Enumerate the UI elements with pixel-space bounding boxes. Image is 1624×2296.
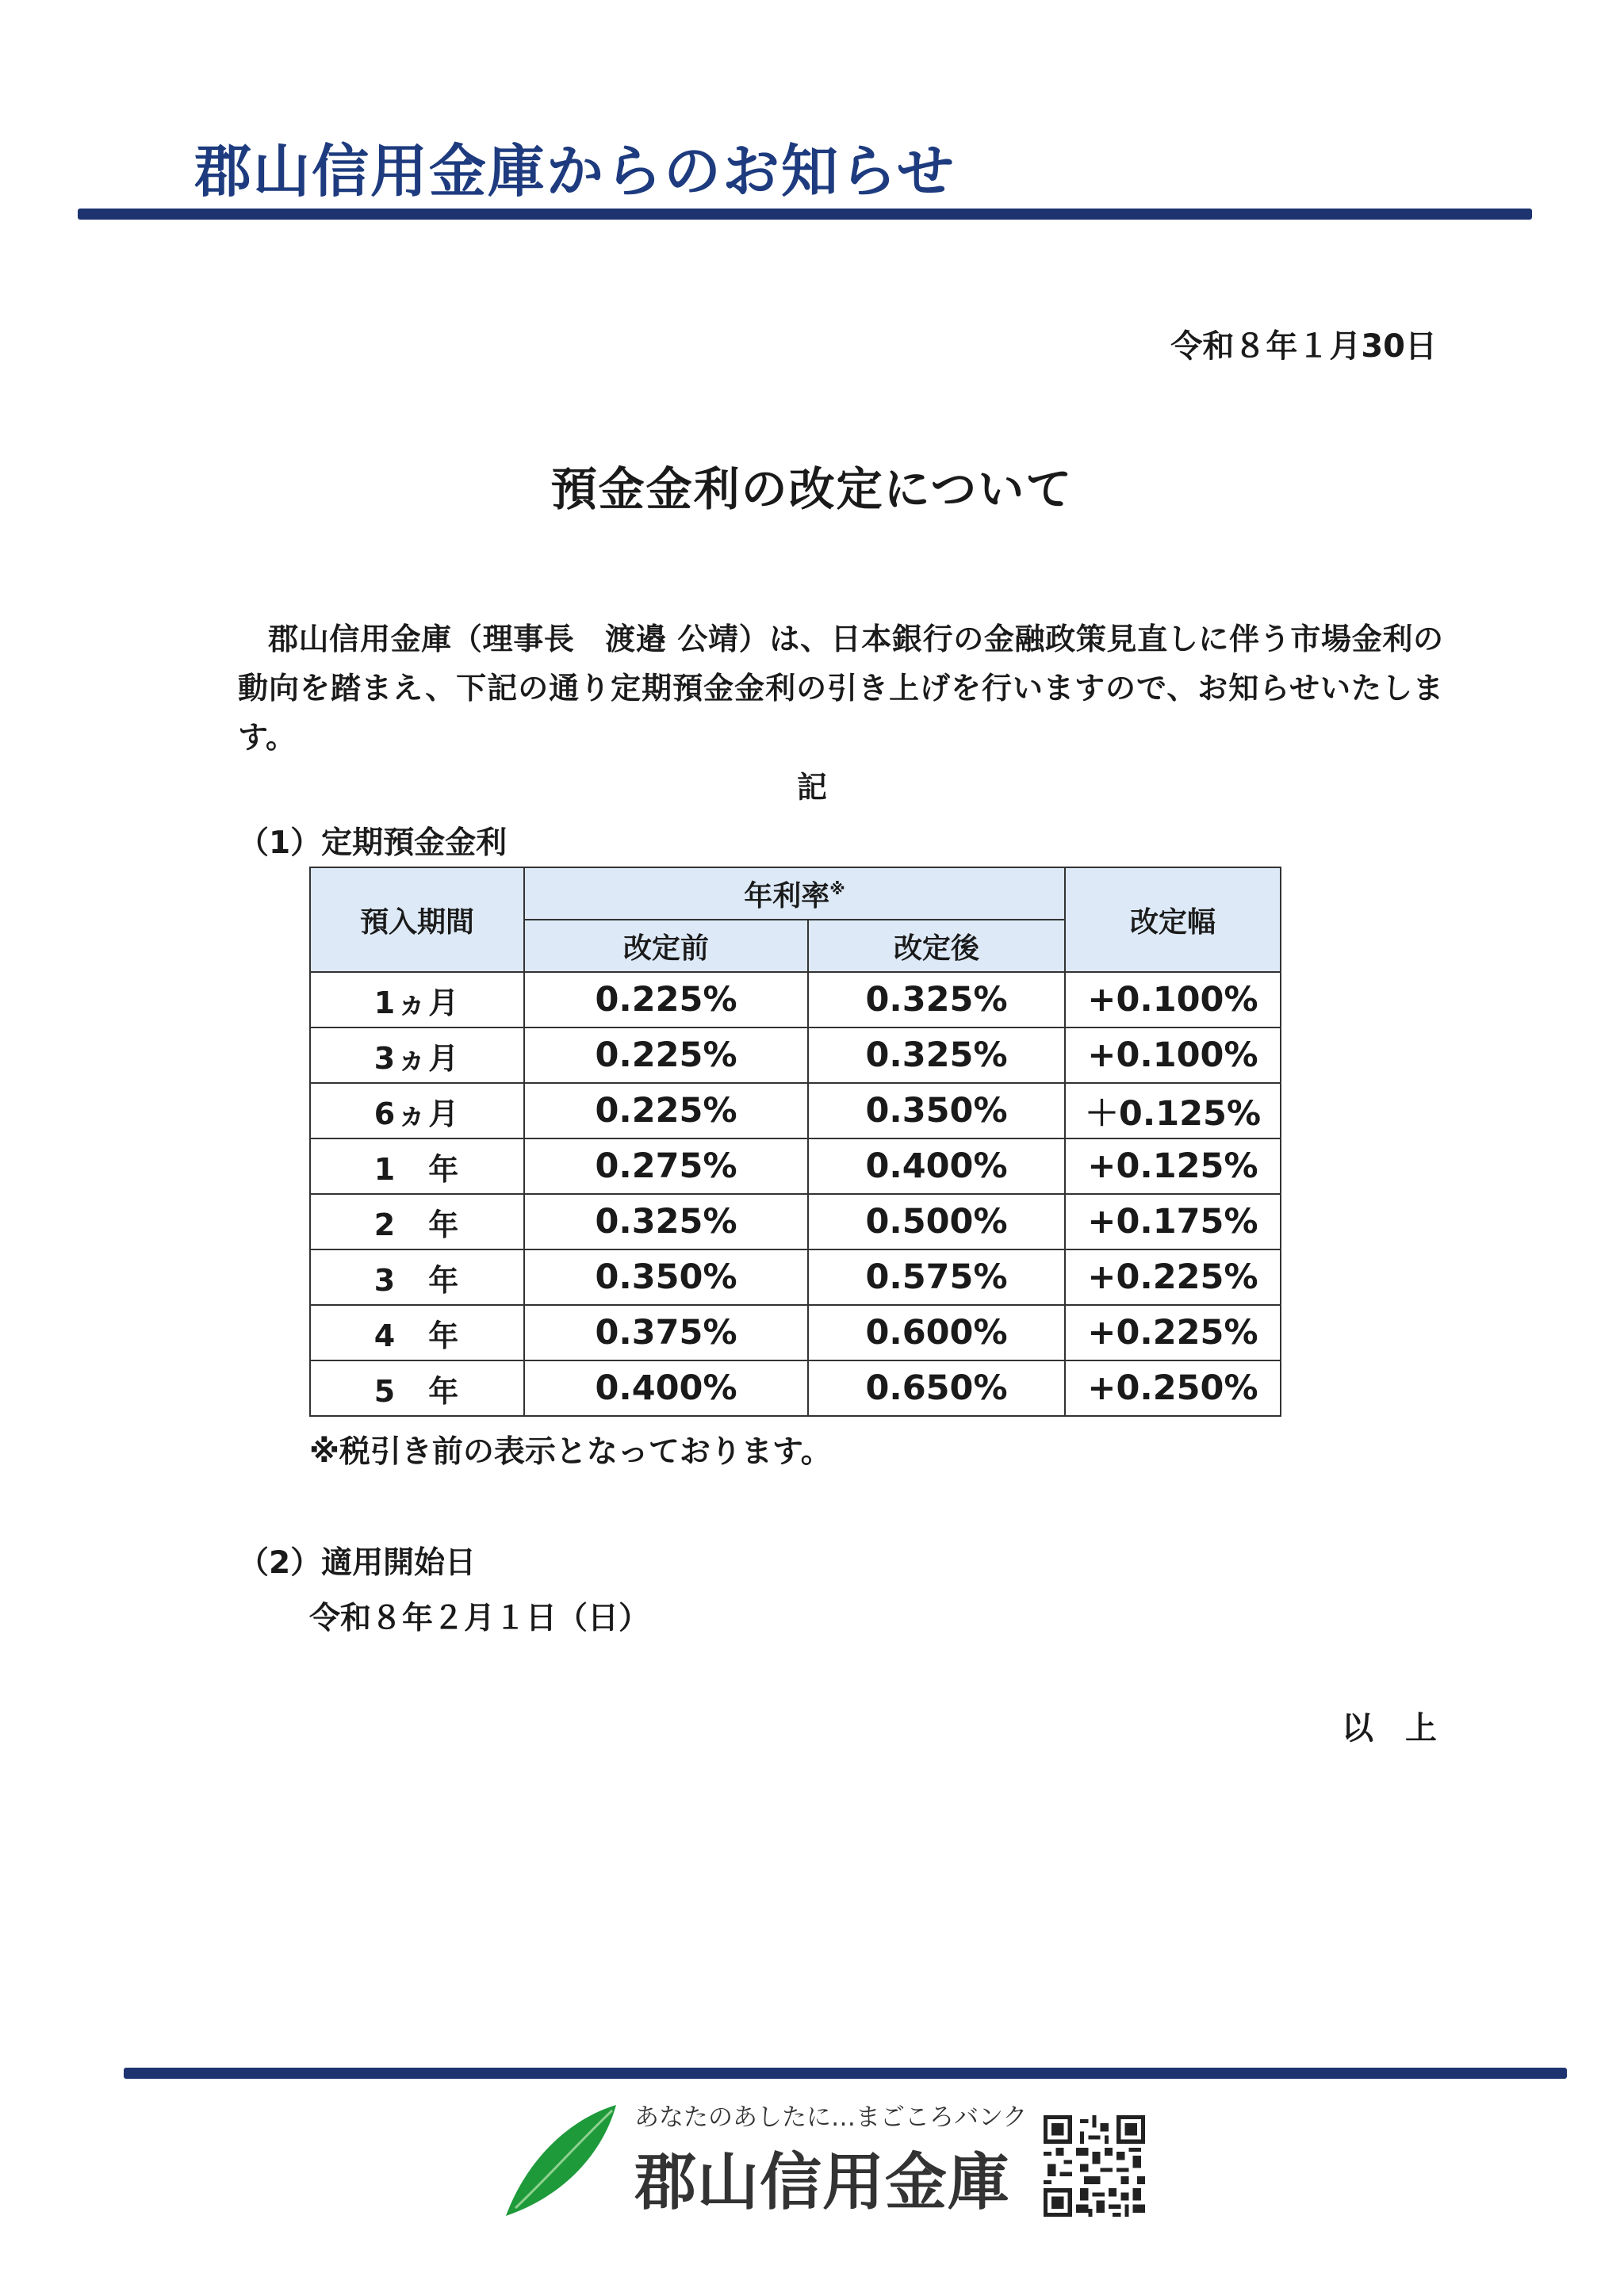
cell-change: +0.225% [1065, 1249, 1281, 1305]
cell-after: 0.575% [808, 1249, 1065, 1305]
header-rate: 年利率※ [524, 867, 1065, 920]
issue-date: 令和８年１月30日 [1170, 328, 1437, 365]
cell-before: 0.400% [524, 1360, 808, 1416]
body-paragraph: 郡山信用金庫（理事長 渡邉 公靖）は、日本銀行の金融政策見直しに伴う市場金利の動向を踏まえ、下記の通り定期預金金利の引き上げを行いますので、お知らせいたします。 [238, 622, 1443, 755]
cell-period: 4 年 [310, 1305, 524, 1360]
table-row [310, 1027, 1281, 1083]
effective-date: 令和８年２月１日（日） [309, 1601, 650, 1636]
closing-mark: 以 上 [1342, 1710, 1437, 1747]
cell-after: 0.325% [808, 972, 1065, 1027]
document-title: 預金金利の改定について [550, 462, 1074, 516]
table-row [310, 1360, 1281, 1416]
table-row [310, 1194, 1281, 1249]
table-row [310, 1083, 1281, 1138]
rate-footnote-mark: ※ [829, 878, 845, 898]
cell-after: 0.650% [808, 1360, 1065, 1416]
cell-period: 1ヵ月 [310, 972, 524, 1027]
cell-change: +0.250% [1065, 1360, 1281, 1416]
cell-after: 0.400% [808, 1138, 1065, 1194]
cell-before: 0.225% [524, 1083, 808, 1138]
cell-after: 0.325% [808, 1027, 1065, 1083]
cell-before: 0.325% [524, 1194, 808, 1249]
cell-change: ＋0.125% [1065, 1083, 1281, 1138]
cell-period: 5 年 [310, 1360, 524, 1416]
cell-change: +0.175% [1065, 1194, 1281, 1249]
rates-table [309, 867, 1281, 1417]
cell-after: 0.600% [808, 1305, 1065, 1360]
leaf-logo-icon [501, 2101, 620, 2220]
footer-bank-name: 郡山信用金庫 [634, 2147, 1011, 2218]
cell-before: 0.225% [524, 1027, 808, 1083]
cell-before: 0.375% [524, 1305, 808, 1360]
qr-code-icon [1044, 2115, 1145, 2217]
cell-period: 3 年 [310, 1249, 524, 1305]
cell-change: +0.125% [1065, 1138, 1281, 1194]
cell-change: +0.100% [1065, 1027, 1281, 1083]
cell-change: +0.225% [1065, 1305, 1281, 1360]
cell-period: 2 年 [310, 1194, 524, 1249]
header-change: 改定幅 [1065, 867, 1281, 972]
cell-change: +0.100% [1065, 972, 1281, 1027]
cell-before: 0.350% [524, 1249, 808, 1305]
cell-before: 0.225% [524, 972, 808, 1027]
header-rule [78, 209, 1532, 220]
cell-period: 6ヵ月 [310, 1083, 524, 1138]
section2-heading: （2）適用開始日 [238, 1545, 477, 1581]
table-row [310, 1305, 1281, 1360]
header-before: 改定前 [524, 920, 808, 972]
footer-tagline: あなたのあしたに…まごころバンク [634, 2103, 1028, 2132]
table-row [310, 972, 1281, 1027]
cell-period: 3ヵ月 [310, 1027, 524, 1083]
section1-heading: （1）定期預金金利 [238, 825, 508, 861]
footer-rule [124, 2068, 1567, 2079]
header-after: 改定後 [808, 920, 1065, 972]
ki-marker: 記 [796, 770, 827, 805]
cell-after: 0.500% [808, 1194, 1065, 1249]
cell-before: 0.275% [524, 1138, 808, 1194]
header-period: 預入期間 [310, 867, 524, 972]
table-row [310, 1249, 1281, 1305]
cell-period: 1 年 [310, 1138, 524, 1194]
cell-after: 0.350% [808, 1083, 1065, 1138]
tax-note: ※税引き前の表示となっております。 [309, 1434, 832, 1470]
page-header-title: 郡山信用金庫からのお知らせ [194, 138, 956, 205]
table-row [310, 1138, 1281, 1194]
